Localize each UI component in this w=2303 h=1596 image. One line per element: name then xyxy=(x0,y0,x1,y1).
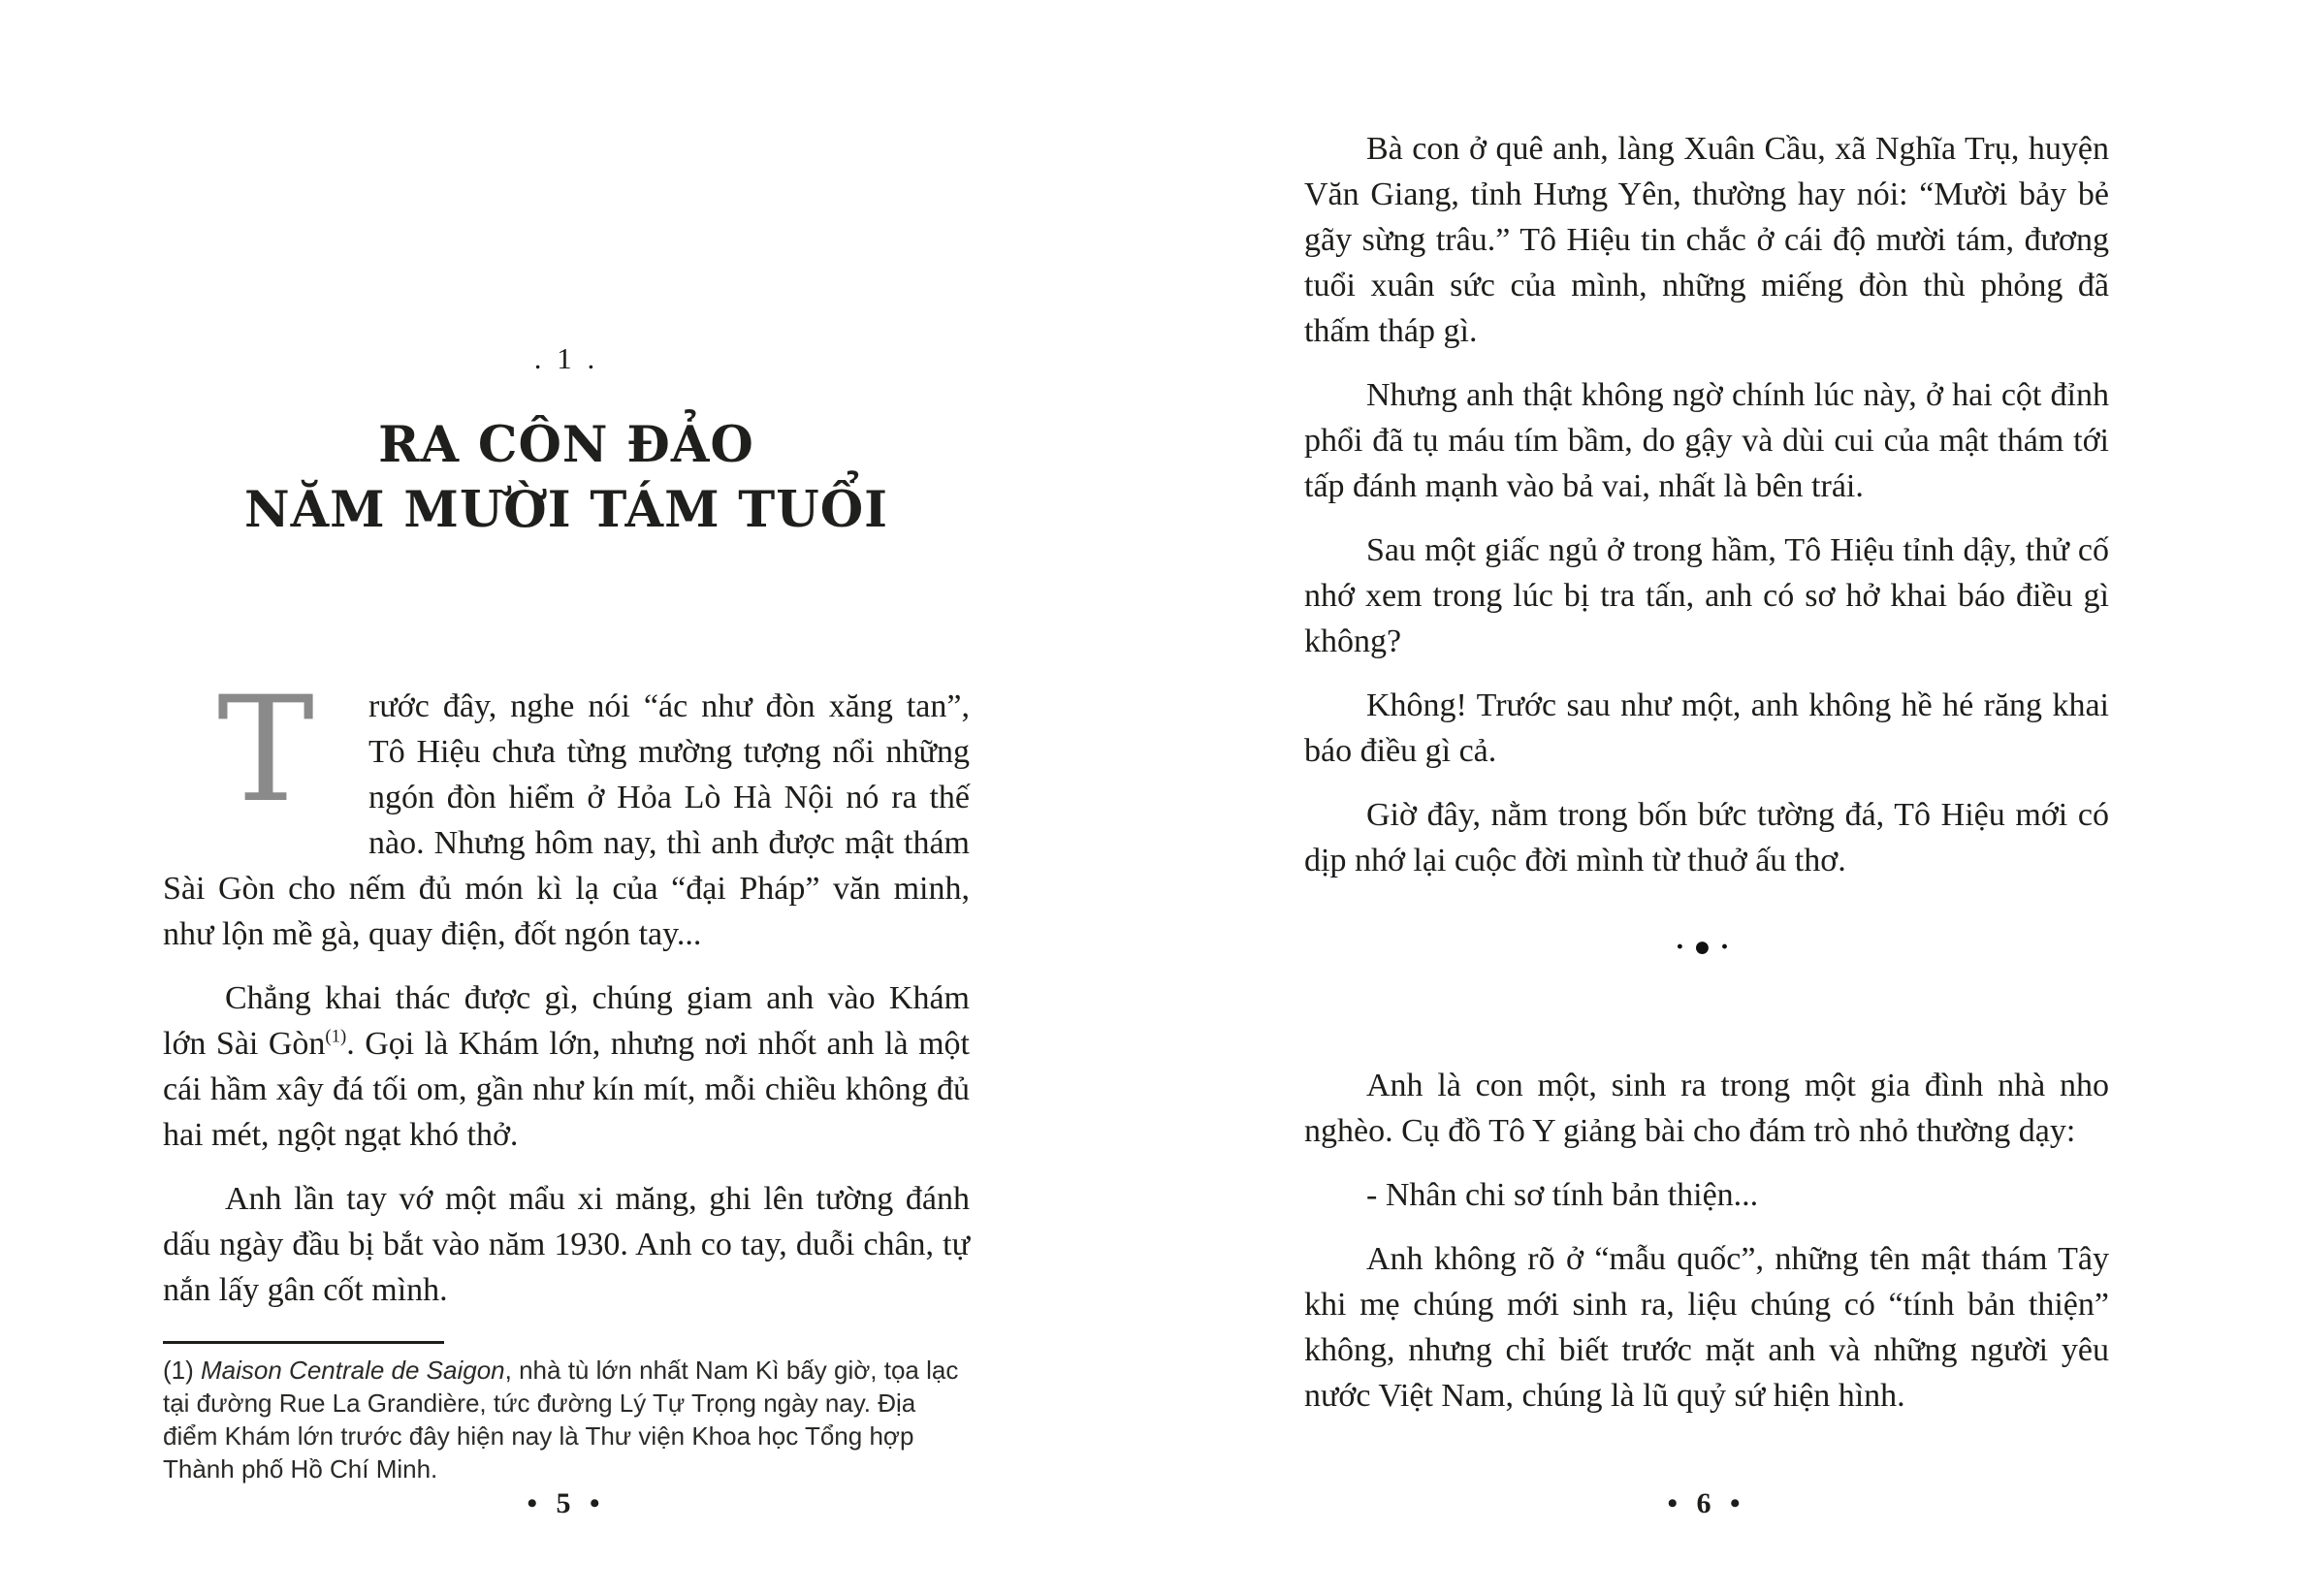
paragraph-text: Không! Trước sau như một, anh không hề hé răng khai báo điều gì cả. xyxy=(1304,687,2109,769)
footnote xyxy=(163,1341,970,1485)
paragraph xyxy=(1304,372,2109,509)
chapter-title-line2: NĂM MƯỜI TÁM TUỔI xyxy=(243,481,888,539)
paragraph-text: rước đây, nghe nói “ác như đòn xăng tan”, Tô Hiệu chưa từng mường tượng nổi những ngón đòn hiểm ở Hỏa Lò Hà Nội nó ra thế nào. Nhưng hôm nay, thì anh được mật thám Sài Gòn cho nếm đủ món kì lạ của “đại Pháp” văn minh, như lộn mề gà, quay điện, đốt ngón tay... xyxy=(163,688,970,952)
paragraph-text: Anh lần tay vớ một mẩu xi măng, ghi lên tường đánh dấu ngày đầu bị bắt vào năm 1930. Anh co tay, duỗi chân, tự nắn lấy gân cốt mình. xyxy=(163,1181,970,1308)
chapter-number: . 1 . xyxy=(533,341,599,375)
paragraph xyxy=(163,1176,970,1313)
paragraph-text: Sau một giấc ngủ ở trong hầm, Tô Hiệu tỉnh dậy, thử cố nhớ xem trong lúc bị tra tấn, anh có sơ hở khai báo điều gì không? xyxy=(1304,532,2109,659)
footnote-body: , nhà tù lớn nhất Nam Kì bấy giờ, tọa lạc tại đường Rue La Grandière, tức đường Lý Tự Trọng ngày nay. Địa điểm Khám lớn trước đây hiện nay là Thư viện Khoa học Tổng hợp Thành phố Hồ Chí Minh. xyxy=(163,1356,959,1484)
page-number-left: • 5 • xyxy=(527,1487,606,1519)
footnote-text xyxy=(163,1354,970,1485)
paragraph xyxy=(1304,527,2109,664)
paragraph xyxy=(1304,1063,2109,1154)
left-page-body xyxy=(163,666,971,1331)
chapter-title-line1: RA CÔN ĐẢO xyxy=(378,416,754,474)
paragraph xyxy=(163,975,970,1158)
paragraph xyxy=(1304,126,2109,354)
footnote-reference: (1) xyxy=(325,1026,347,1047)
right-page-body xyxy=(1304,126,2109,1437)
paragraph-text: Nhưng anh thật không ngờ chính lúc này, ở hai cột đỉnh phổi đã tụ máu tím bầm, do gậy và dùi cui của mật thám tới tấp đánh mạnh vào bả vai, nhất là bên trái. xyxy=(1304,377,2109,504)
dropcap-letter: T xyxy=(217,666,315,835)
paragraph xyxy=(1304,1172,2109,1218)
footnote-marker: (1) xyxy=(163,1356,201,1385)
page-number-right: • 6 • xyxy=(1667,1487,1746,1519)
paragraph xyxy=(163,666,970,957)
paragraph-text: Anh không rõ ở “mẫu quốc”, những tên mật thám Tây khi mẹ chúng mới sinh ra, liệu chúng có “tính bản thiện” không, nhưng chỉ biết trước mặt anh và những người yêu nước Việt Nam, chúng là lũ quỷ sứ hiện hình. xyxy=(1304,1241,2109,1414)
paragraph-text: Chẳng khai thác được gì, chúng giam anh vào Khám lớn Sài Gòn xyxy=(163,980,970,1062)
paragraph xyxy=(1304,683,2109,774)
paragraph-text: - Nhân chi sơ tính bản thiện... xyxy=(1366,1177,1759,1213)
paragraph-text: . Gọi là Khám lớn, nhưng nơi nhốt anh là một cái hầm xây đá tối om, gần như kín mít, mỗi chiều không đủ hai mét, ngột ngạt khó thở. xyxy=(163,1026,971,1153)
paragraph-text: Anh là con một, sinh ra trong một gia đình nhà nho nghèo. Cụ đồ Tô Y giảng bài cho đám trò nhỏ thường dạy: xyxy=(1304,1068,2109,1149)
paragraph xyxy=(1304,1236,2109,1419)
paragraph-text: Bà con ở quê anh, làng Xuân Cầu, xã Nghĩa Trụ, huyện Văn Giang, tỉnh Hưng Yên, thường hay nói: “Mười bảy bẻ gãy sừng trâu.” Tô Hiệu tin chắc ở cái độ mười tám, đương tuổi xuân sức của mình, những miếng đòn thù phỏng đã thấm tháp gì. xyxy=(1304,131,2109,349)
paragraph xyxy=(1304,792,2109,883)
footnote-italic-title: Maison Centrale de Saigon xyxy=(201,1356,505,1385)
section-break-ornament: ·●· xyxy=(1675,931,1739,963)
chapter-title xyxy=(114,413,1018,543)
footnote-rule xyxy=(163,1341,444,1344)
paragraph-text: Giờ đây, nằm trong bốn bức tường đá, Tô Hiệu mới có dịp nhớ lại cuộc đời mình từ thuở ấu thơ. xyxy=(1304,797,2109,878)
